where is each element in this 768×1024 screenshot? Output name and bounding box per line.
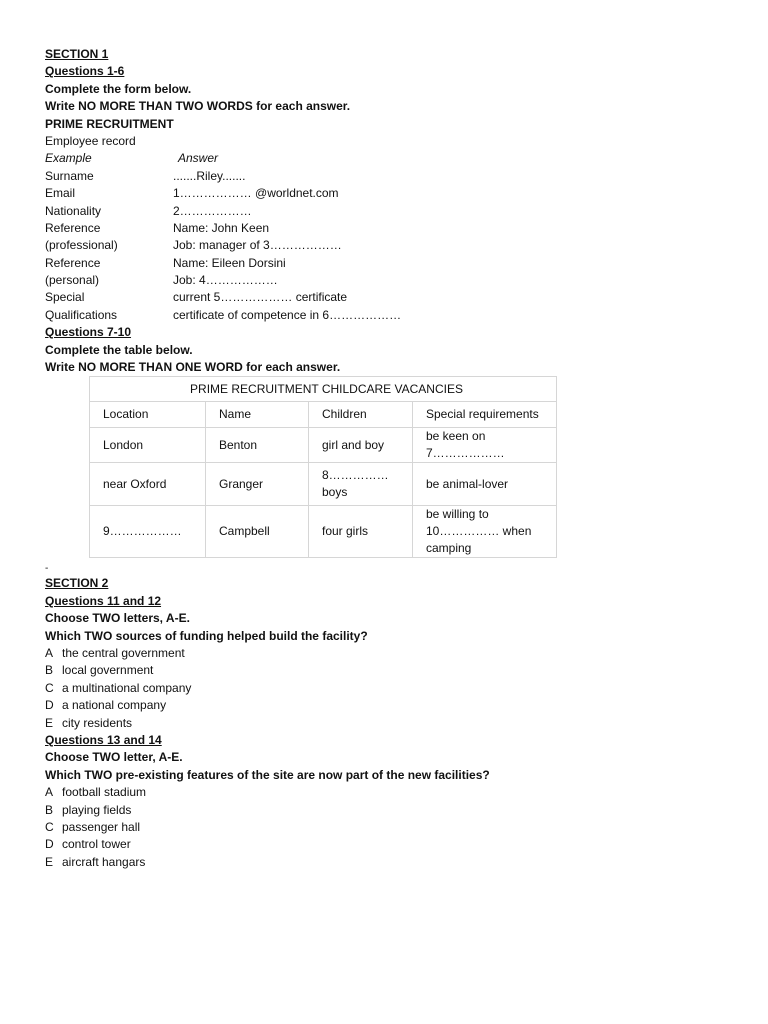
form-field-value: .......Riley.......	[173, 168, 246, 183]
form-field-label: Reference	[45, 255, 101, 270]
form-row	[45, 185, 725, 202]
form-field-label: Qualifications	[45, 307, 118, 322]
header-name: Name	[206, 402, 309, 428]
form-row	[45, 220, 725, 237]
form-row	[45, 289, 725, 306]
form-row	[45, 168, 725, 185]
option-item	[45, 680, 725, 697]
form-row	[45, 255, 725, 272]
document-page	[45, 46, 725, 871]
cell-children: girl and boy	[309, 428, 413, 463]
cell-name: Campbell	[206, 506, 309, 558]
form-row	[45, 272, 725, 289]
answer-label: Answer	[178, 151, 219, 166]
cell-children: four girls	[309, 506, 413, 558]
questions-1-6-heading: Questions 1-6	[45, 64, 125, 79]
option-item	[45, 836, 725, 853]
form-row	[45, 237, 725, 254]
form-field-label: (professional)	[45, 238, 118, 253]
form-row	[45, 203, 725, 220]
questions-13-14-heading: Questions 13 and 14	[45, 732, 162, 747]
option-text: aircraft hangars	[62, 854, 146, 869]
cell-location: 9………………	[90, 506, 206, 558]
option-item	[45, 645, 725, 662]
table-row	[90, 463, 557, 506]
cell-location: near Oxford	[90, 463, 206, 506]
cell-special-requirements: be keen on 7………………	[413, 428, 557, 463]
question-funding: Which TWO sources of funding helped build the facility?	[45, 628, 368, 643]
options-list-funding	[45, 645, 725, 732]
option-text: the central government	[62, 645, 185, 660]
cell-name: Benton	[206, 428, 309, 463]
example-row	[45, 150, 725, 167]
cell-name: Granger	[206, 463, 309, 506]
option-letter: A	[45, 645, 54, 660]
instruction-complete-form: Complete the form below.	[45, 81, 192, 96]
employee-form	[45, 168, 725, 325]
section-1-title: SECTION 1	[45, 47, 109, 61]
option-text: city residents	[62, 715, 133, 730]
option-letter: A	[45, 785, 54, 800]
instruction-choose-two: Choose TWO letters, A-E.	[45, 611, 190, 626]
form-field-value: 2………………	[173, 203, 252, 218]
option-text: playing fields	[62, 802, 132, 817]
option-letter: C	[45, 819, 54, 834]
table-row	[90, 506, 557, 558]
cell-children: 8…………… boys	[309, 463, 413, 506]
form-row	[45, 307, 725, 324]
option-letter: D	[45, 698, 54, 713]
questions-7-10-heading: Questions 7-10	[45, 325, 132, 340]
form-field-label: Nationality	[45, 203, 102, 218]
form-field-value: certificate of competence in 6………………	[173, 307, 402, 322]
option-letter: D	[45, 837, 54, 852]
option-item	[45, 854, 725, 871]
options-list-features	[45, 784, 725, 871]
option-letter: B	[45, 663, 54, 678]
option-item	[45, 697, 725, 714]
option-text: a national company	[62, 698, 167, 713]
form-field-value: Job: manager of 3………………	[173, 238, 342, 253]
example-label: Example	[45, 151, 92, 166]
table-row	[90, 428, 557, 463]
option-text: local government	[62, 663, 154, 678]
questions-11-12-heading: Questions 11 and 12	[45, 593, 162, 608]
section-2-title: SECTION 2	[45, 576, 109, 591]
instruction-one-word: Write NO MORE THAN ONE WORD for each answer.	[45, 360, 341, 375]
form-field-label: Email	[45, 186, 76, 201]
form-field-label: Reference	[45, 220, 101, 235]
instruction-word-limit: Write NO MORE THAN TWO WORDS for each answer.	[45, 99, 351, 114]
option-text: control tower	[62, 837, 131, 852]
vacancies-table-wrapper	[89, 376, 725, 558]
header-location: Location	[90, 402, 206, 428]
cell-special-requirements: be willing to 10…………… when camping	[413, 506, 557, 558]
form-field-value: current 5……………… certificate	[173, 290, 348, 305]
form-field-value: Name: John Keen	[173, 220, 270, 235]
option-item	[45, 715, 725, 732]
cell-location: London	[90, 428, 206, 463]
instruction-complete-table: Complete the table below.	[45, 342, 193, 357]
option-item	[45, 819, 725, 836]
header-children: Children	[309, 402, 413, 428]
cell-special-requirements: be animal-lover	[413, 463, 557, 506]
table-header-row	[90, 402, 557, 428]
company-name: PRIME RECRUITMENT	[45, 116, 174, 131]
form-field-value: Name: Eileen Dorsini	[173, 255, 286, 270]
form-field-label: (personal)	[45, 273, 100, 288]
vacancies-table	[89, 376, 557, 558]
form-field-value: 1……………… @worldnet.com	[173, 186, 339, 201]
table-caption: PRIME RECRUITMENT CHILDCARE VACANCIES	[90, 377, 557, 402]
header-special-requirements: Special requirements	[413, 402, 557, 428]
form-field-value: Job: 4………………	[173, 273, 278, 288]
option-item	[45, 662, 725, 679]
option-text: football stadium	[62, 785, 147, 800]
option-letter: E	[45, 715, 54, 730]
option-letter: B	[45, 802, 54, 817]
record-title: Employee record	[45, 133, 136, 148]
option-item	[45, 802, 725, 819]
separator-dash: -	[45, 563, 49, 575]
form-field-label: Surname	[45, 168, 94, 183]
option-text: passenger hall	[62, 819, 141, 834]
option-item	[45, 784, 725, 801]
form-field-label: Special	[45, 290, 85, 305]
instruction-choose-two-letter: Choose TWO letter, A-E.	[45, 750, 183, 765]
option-letter: C	[45, 680, 54, 695]
question-features: Which TWO pre-existing features of the site are now part of the new facilities?	[45, 767, 490, 782]
option-letter: E	[45, 854, 54, 869]
option-text: a multinational company	[62, 680, 192, 695]
